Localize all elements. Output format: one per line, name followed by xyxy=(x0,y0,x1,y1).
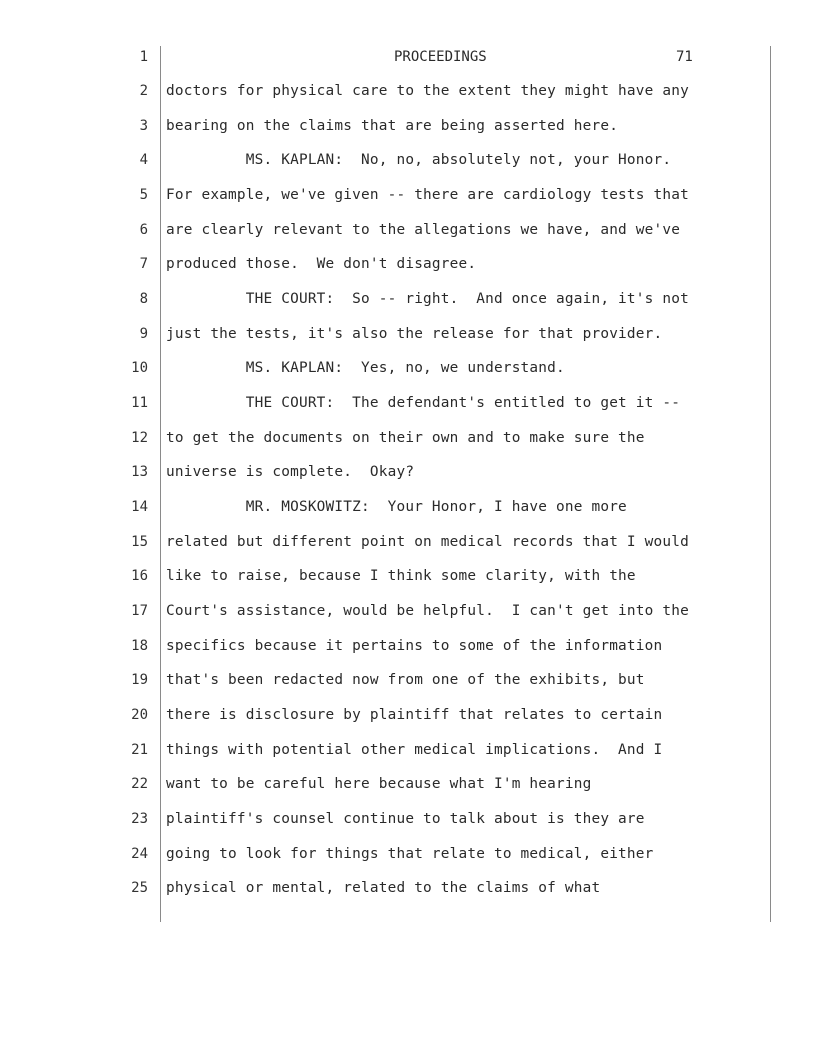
line-number: 7 xyxy=(139,256,148,272)
line-text: to get the documents on their own and to make sure the xyxy=(166,430,645,446)
transcript-line-4 xyxy=(0,150,816,184)
line-text: plaintiff's counsel continue to talk about is they are xyxy=(166,811,645,827)
transcript-line-6 xyxy=(0,220,816,254)
line-text: THE COURT: The defendant's entitled to get it -- xyxy=(166,395,681,411)
line-number: 10 xyxy=(131,360,148,376)
transcript-line-21 xyxy=(0,740,816,774)
line-number: 24 xyxy=(131,846,148,862)
line-number: 23 xyxy=(131,811,148,827)
line-number: 6 xyxy=(139,222,148,238)
line-number: 15 xyxy=(131,534,148,550)
line-text: just the tests, it's also the release for that provider. xyxy=(166,326,663,342)
line-text: Court's assistance, would be helpful. I can't get into the xyxy=(166,603,689,619)
transcript-line-19 xyxy=(0,670,816,704)
line-number: 17 xyxy=(131,603,148,619)
line-number: 3 xyxy=(139,118,148,134)
line-number: 25 xyxy=(131,880,148,896)
line-number: 18 xyxy=(131,638,148,654)
line-number: 2 xyxy=(139,83,148,99)
line-text: MR. MOSKOWITZ: Your Honor, I have one more xyxy=(166,499,627,515)
transcript-line-22 xyxy=(0,774,816,808)
line-number: 22 xyxy=(131,776,148,792)
line-text: going to look for things that relate to medical, either xyxy=(166,846,654,862)
transcript-line-11 xyxy=(0,393,816,427)
line-number: 21 xyxy=(131,742,148,758)
line-text: are clearly relevant to the allegations we have, and we've xyxy=(166,222,681,238)
transcript-line-25 xyxy=(0,878,816,912)
line-text: produced those. We don't disagree. xyxy=(166,256,477,272)
line-text: MS. KAPLAN: Yes, no, we understand. xyxy=(166,360,565,376)
line-text: specifics because it pertains to some of the information xyxy=(166,638,663,654)
page-number: 71 xyxy=(676,49,693,65)
line-number: 19 xyxy=(131,672,148,688)
line-number: 14 xyxy=(131,499,148,515)
line-text: there is disclosure by plaintiff that relates to certain xyxy=(166,707,663,723)
line-number: 1 xyxy=(139,49,148,65)
transcript-line-5 xyxy=(0,185,816,219)
line-text: that's been redacted now from one of the exhibits, but xyxy=(166,672,645,688)
line-number: 13 xyxy=(131,464,148,480)
transcript-line-10 xyxy=(0,358,816,392)
line-number: 9 xyxy=(139,326,148,342)
transcript-line-13 xyxy=(0,462,816,496)
line-number: 16 xyxy=(131,568,148,584)
line-text: MS. KAPLAN: No, no, absolutely not, your Honor. xyxy=(166,152,672,168)
line-text: things with potential other medical implications. And I xyxy=(166,742,663,758)
line-text: want to be careful here because what I'm hearing xyxy=(166,776,592,792)
transcript-line-15 xyxy=(0,532,816,566)
transcript-line-7 xyxy=(0,254,816,288)
transcript-line-20 xyxy=(0,705,816,739)
transcript-line-1 xyxy=(0,47,816,81)
transcript-line-17 xyxy=(0,601,816,635)
line-text: related but different point on medical records that I would xyxy=(166,534,689,550)
line-number: 20 xyxy=(131,707,148,723)
line-number: 5 xyxy=(139,187,148,203)
transcript-line-2 xyxy=(0,81,816,115)
page-header-title: PROCEEDINGS xyxy=(394,49,487,65)
transcript-line-3 xyxy=(0,116,816,150)
transcript-line-12 xyxy=(0,428,816,462)
line-text: For example, we've given -- there are cardiology tests that xyxy=(166,187,689,203)
line-text: THE COURT: So -- right. And once again, it's not xyxy=(166,291,689,307)
transcript-line-8 xyxy=(0,289,816,323)
line-text: doctors for physical care to the extent they might have any xyxy=(166,83,689,99)
line-number: 11 xyxy=(131,395,148,411)
transcript-line-14 xyxy=(0,497,816,531)
transcript-line-18 xyxy=(0,636,816,670)
line-number: 8 xyxy=(139,291,148,307)
line-number: 12 xyxy=(131,430,148,446)
transcript-line-16 xyxy=(0,566,816,600)
line-text: bearing on the claims that are being asserted here. xyxy=(166,118,619,134)
transcript-line-24 xyxy=(0,844,816,878)
transcript-line-23 xyxy=(0,809,816,843)
transcript-line-9 xyxy=(0,324,816,358)
line-text: like to raise, because I think some clarity, with the xyxy=(166,568,636,584)
line-text: physical or mental, related to the claims of what xyxy=(166,880,601,896)
line-number: 4 xyxy=(139,152,148,168)
line-text: universe is complete. Okay? xyxy=(166,464,415,480)
